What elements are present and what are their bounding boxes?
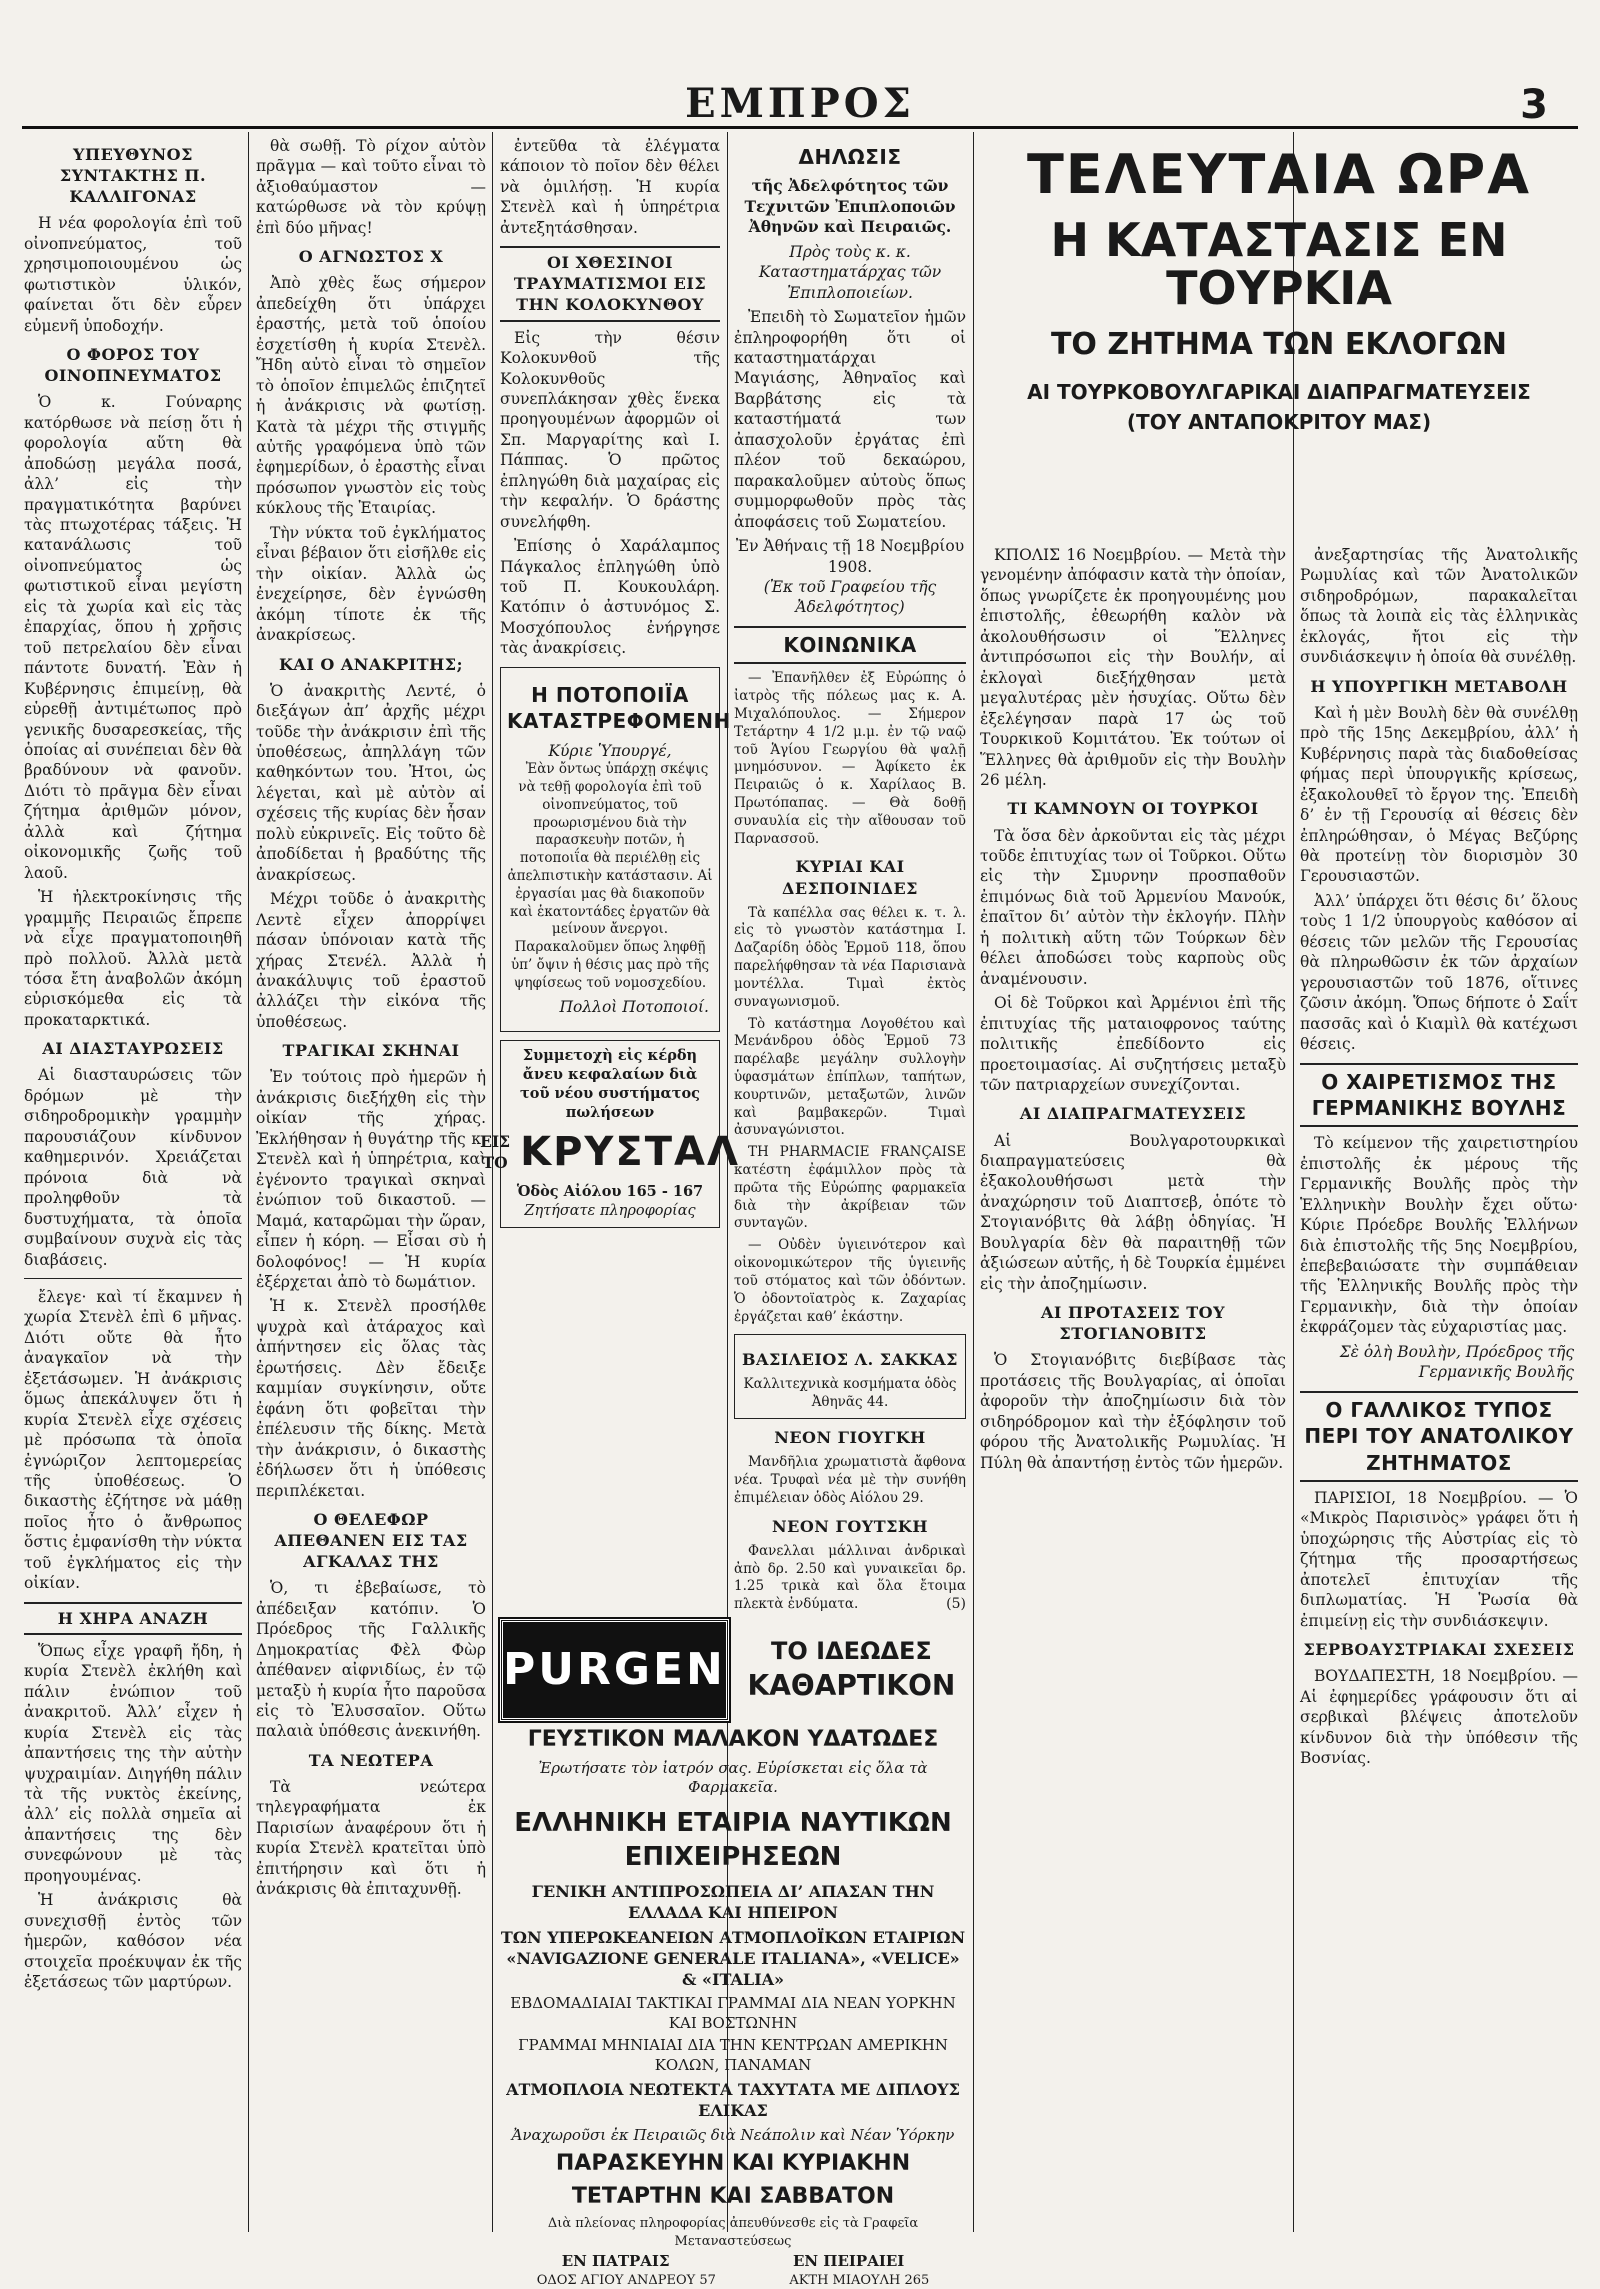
ad-address: Ὁδὸς Αἰόλου 165 - 167: [516, 1183, 704, 1201]
shipping-address: ΑΚΤΗ ΜΙΑΟΥΛΗ 265: [789, 2272, 930, 2288]
purgen-logo: PURGEN: [500, 1619, 729, 1721]
article-paragraph: Τὰ ὅσα δὲν ἀρκοῦνται εἰς τὰς μέχρι τοῦδε ἐπιτυχίας των οἱ Τοῦρκοι. Οὕτω εἰς τὴν Σμυρνην προσπαθοῦν ἐπιμόνως διὰ τοῦ Ἀρμενίου Μανούκ, ἐπαῖτον δι’ αὐτὸν τὴν ἐκλογήν. Πλὴν ἡ πολιτικὴ αὕτη τῶν Τούρκων δὲν θέλει ἀποδώσει τοὺς καρποὺς οὓς ἀναμένουσιν.: [980, 826, 1286, 988]
shipping-line: ΕΒΔΟΜΑΔΙΑΙΑΙ ΤΑΚΤΙΚΑΙ ΓΡΑΜΜΑΙ ΔΙΑ ΝΕΑΝ ΥΟΡΚΗΝ ΚΑΙ ΒΟΣΤΩΝΗΝ: [510, 1994, 956, 2032]
article-paragraph: Μέχρι τοῦδε ὁ ἀνακριτὴς Λεντὲ εἶχεν ἀπορρίψει πάσαν ὑπόνοιαν κατὰ τῆς χήρας Στενέλ. Ἀλλὰ ἡ ἀνακάλυψις τοῦ ἐραστοῦ ἀλλάζει τὴν εἰκόνα τῆς ὑποθέσεως.: [256, 890, 486, 1031]
ad-cta: Ζητήσατε πληροφορίας: [524, 1203, 696, 1220]
section-heading: ΟΙ ΧΘΕΣΙΝΟΙ ΤΡΑΥΜΑΤΙΣΜΟΙ ΕΙΣ ΤΗΝ ΚΟΛΟΚΥΝΘΟΥ: [500, 246, 720, 321]
notice-heading: ΔΗΛΩΣΙΣ: [798, 145, 902, 169]
ad-text: Τὰ καπέλλα σας θέλει κ. τ. λ. εἰς τὸ γνωστὸν κατάστημα Ι. Δαζαρίδη ὁδὸς Ἑρμοῦ 118, ὅπου παρελήφθησαν τὰ νέα Παρισιανὰ μοντέλλα. Τιμαὶ ἐκτὸς συναγωνισμοῦ.: [734, 904, 966, 1010]
article-paragraph: Ὁ κ. Γούναρης κατόρθωσε νὰ πείσῃ ὅτι ἡ φορολογία αὕτη θὰ ἀποδώσῃ μεγάλα ποσά, ἀλλ’ εἰς τὴν πραγματικότητα βαρύνει τὰς πτωχοτέρας τάξεις. Ἡ κατανάλωσις τοῦ οἰνοπνεύματος ὡς φωτιστικοῦ εἶναι μεγίστη εἰς τὰ χωρία καὶ εἰς τὰς ἐπαρχίας, ὅπου ἡ χρῆσις τοῦ πετρελαίου δὲν εἶναι πάντοτε δυνατή. Ἐὰν ἡ Κυβέρνησις ἐπιμείνῃ, θὰ εὑρεθῇ ἀντιμέτωπος πρὸ γενικῆς δυσαρεσκείας, τῆς ὁποίας αἱ συνέπειαι δὲν θὰ βραδύνουν νὰ φανοῦν. Διότι τὸ πρᾶγμα δὲν εἶναι ζήτημα ἀριθμῶν μόνον, ἀλλὰ καὶ ζήτημα οἰκονομικῆς ζωῆς τοῦ λαοῦ.: [24, 393, 242, 882]
shipping-note: Διὰ πλείονας πληροφορίας ἀπευθύνεσθε εἰς τὰ Γραφεῖα Μεταναστεύσεως: [547, 2216, 919, 2249]
shipping-departure: Ἀναχωροῦσι ἐκ Πειραιῶς διὰ Νεάπολιν καὶ Νέαν Ὑόρκην: [511, 2125, 955, 2144]
article-paragraph: Αἱ διασταυρώσεις τῶν δρόμων μὲ τὴν σιδηροδρομικὴν γραμμὴν παρουσιάζουν κίνδυνον καθημερινόν. Χρειάζεται πρόνοια διὰ νὰ προληφθοῦν τὰ δυστυχήματα, τὰ ὁποῖα συμβαίνουν συχνὰ εἰς τὰς διαβάσεις.: [24, 1066, 242, 1269]
ad-heading: ΝΕΟΝ ΓΙΟΥΓΚΗ: [774, 1428, 926, 1448]
notice-signature: (Ἐκ τοῦ Γραφείου τῆς Ἀδελφότητος): [763, 578, 937, 617]
article-intro: Η νέα φορολογία ἐπὶ τοῦ οἰνοπνεύματος, τοῦ χρησιμοποιουμένου ὡς φωτιστικὸν ὑλικόν, φαίνεται ὅτι δὲν εὗρεν εὐμενῆ ὑποδοχήν.: [24, 214, 242, 335]
section-heading: Ο ΧΑΙΡΕΤΙΣΜΟΣ ΤΗΣ ΓΕΡΜΑΝΙΚΗΣ ΒΟΥΛΗΣ: [1300, 1063, 1578, 1128]
column-1: [24, 136, 242, 2232]
headline-block: [980, 140, 1578, 446]
advertisement: [500, 667, 731, 1032]
headline-secondary: Η ΚΑΤΑΣΤΑΣΙΣ ΕΝ ΤΟΥΡΚΙΑ: [1050, 213, 1508, 316]
section-heading: ΚΟΙΝΩΝΙΚΑ: [734, 626, 966, 664]
column-rule: [492, 132, 493, 2232]
shipping-location: ΕΝ ΠΕΙΡΑΙΕΙ: [792, 2251, 905, 2270]
shipping-address: ΟΔΟΣ ΑΓΙΟΥ ΑΝΔΡΕΟΥ 57: [536, 2272, 716, 2288]
section-heading: Ο ΓΑΛΛΙΚΟΣ ΤΥΠΟΣ ΠΕΡΙ ΤΟΥ ΑΝΑΤΟΛΙΚΟΥ ΖΗΤΗΜΑΤΟΣ: [1300, 1391, 1578, 1482]
ad-text: ΤΗ PHARMACIE FRANÇAISE κατέστη ἐφάμιλλον πρὸς τὰ πρῶτα τῆς Εὐρώπης φαρμακεῖα διὰ τὴν ἀκρίβειαν τῶν συνταγῶν.: [734, 1144, 966, 1232]
article-paragraph: Ἐν τούτοις πρὸ ἡμερῶν ἡ ἀνάκρισις διεξήχθη εἰς τὴν οἰκίαν τῆς χήρας. Ἐκλήθησαν ἡ θυγάτηρ τῆς κ. Στενὲλ καὶ ἡ ὑπηρέτρια, καὶ ἐγένοντο τραγικαὶ σκηναὶ ἐνώπιον τοῦ δικαστοῦ. — Μαμά, καταρῶμαι τὴν ὥραν, εἶπεν ἡ κόρη. — Εἶσαι σὺ ἡ δολοφόνος! — Ἡ κυρία ἐξέρχεται ἀπὸ τὸ δωμάτιον.: [256, 1068, 486, 1291]
article-paragraph: Ὁ Στογιανόβιτς διεβίβασε τὰς προτάσεις τῆς Βουλγαρίας, αἱ ὁποῖαι ἀφοροῦν τὴν ἀποζημίωσιν διὰ τὸν σιδηρόδρομον καὶ τὴν ἐξόφλησιν τοῦ φόρου τῆς Ἀνατολικῆς Ρωμυλίας. Ἡ Πύλη θὰ ἀπαντήσῃ ἐντὸς τῶν ἡμερῶν.: [980, 1351, 1286, 1472]
article-paragraph: Ἀλλ’ ὑπάρχει ὅτι θέσις δι’ ὅλους τοὺς 1 1/2 ὑπουργοὺς καθόσον αἱ θέσεις τῶν μελῶν τῆς Γερουσίας θὰ πληρωθῶσιν ἐκ τῶν ἀρχαίων γερουσιαστῶν τοῦ 1876, οἵτινες ζῶσιν ἀκόμη. Ὅπως δήποτε ὁ Σαΐτ πασσᾶς καὶ ὁ Κιαμὶλ θὰ κατέχωσι θέσεις.: [1300, 891, 1578, 1054]
notice-text: Ἐπειδὴ τὸ Σωματεῖον ἡμῶν ἐπληροφορήθη ὅτι οἱ καταστηματάρχαι Μαγιάσης, Ἀθηναῖος καὶ Βαρβάτσης εἰς τὰ καταστήματά των ἀπασχολοῦν ἐργάτας ἐπὶ πλέον τοῦ δεκαώρου, παρακαλοῦμεν αὐτοὺς ὅπως συμμορφωθοῦν πρὸς τὰς ἀποφάσεις τοῦ Σωματείου.: [734, 308, 966, 531]
column-rule: [973, 132, 974, 2232]
shipping-line: ΑΤΜΟΠΛΟΙΑ ΝΕΩΤΕΚΤΑ ΤΑΧΥΤΑΤΑ ΜΕ ΔΙΠΛΟΥΣ ΕΛΙΚΑΣ: [506, 2080, 960, 2121]
headline-subtitle: ΑΙ ΤΟΥΡΚΟΒΟΥΛΓΑΡΙΚΑΙ ΔΙΑΠΡΑΓΜΑΤΕΥΣΕΙΣ: [1027, 379, 1531, 404]
ad-number: (5): [946, 1596, 966, 1612]
ad-signature: Πολλοὶ Ποτοποιοί.: [559, 997, 709, 1016]
social-news: — Ἐπανῆλθεν ἐξ Εὐρώπης ὁ ἰατρὸς τῆς πόλεως μας κ. Α. Μιχαλόπουλος. — Σήμερον Τετάρτην 4 1/2 μ.μ. ἐν τῷ ναῷ τοῦ Ἁγίου Γεωργίου θὰ ψαλῇ μνημόσυνον. — Ἀφίκετο ἐκ Πειραιῶς ὁ κ. Χαρίλαος Β. Πρωτόπαπας. — Θὰ δοθῇ συναυλία εἰς τὴν αἴθουσαν τοῦ Παρνασσοῦ.: [734, 670, 966, 847]
shipping-subtitle: ΤΩΝ ΥΠΕΡΩΚΕΑΝΕΙΩΝ ΑΤΜΟΠΛΟΪΚΩΝ ΕΤΑΙΡΙΩΝ «NAVIGAZIONE GENERALE ITALIANA», «VELICE» & «ITALIA»: [500, 1927, 966, 1990]
ad-heading: ΒΑΣΙΛΕΙΟΣ Λ. ΣΑΚΚΑΣ: [742, 1350, 958, 1370]
section-heading: Ο ΦΟΡΟΣ ΤΟΥ ΟΙΝΟΠΝΕΥΜΑΤΟΣ: [44, 345, 222, 386]
shipping-line: ΓΡΑΜΜΑΙ ΜΗΝΙΑΙΑΙ ΔΙΑ ΤΗΝ ΚΕΝΤΡΩΑΝ ΑΜΕΡΙΚΗΝ ΚΟΛΩΝ, ΠΑΝΑΜΑΝ: [518, 2035, 948, 2074]
article-paragraph: θὰ σωθῇ. Τὸ ρίχον αὐτὸν πρᾶγμα — καὶ τοῦτο εἶναι τὸ ἀξιοθαύμαστον — κατώρθωσε νὰ τὸν κρύψῃ ἐπὶ δύο μῆνας!: [256, 137, 486, 237]
advertisement: [734, 1334, 966, 1419]
article-paragraph: Αἱ Βουλγαροτουρκικαὶ διαπραγματεύσεις θὰ ἐξακολουθήσωσι μετὰ τὴν ἀναχώρησιν τοῦ Διαπτσεβ, ὁπότε τὸ Στογιανόβιτς θὰ λάβῃ ὁδηγίας. Ἡ Βουλγαρία δὲν θὰ παραιτηθῇ τῶν ἀξιώσεων αὐτῆς, ἡ δὲ Τουρκία ἐμμένει εἰς τὴν ἀποζημίωσιν.: [980, 1131, 1286, 1293]
purgen-tagline: ΤΟ ΙΔΕΩΔΕΣ: [771, 1637, 932, 1666]
column-4: [734, 136, 966, 1836]
notice-subtitle: τῆς Ἀδελφότητος τῶν Τεχνιτῶν Ἐπιπλοποιῶν Ἀθηνῶν καὶ Πειραιῶς.: [744, 176, 956, 237]
ad-text: Ἐὰν ὄντως ὑπάρχῃ σκέψις νὰ τεθῇ φορολογία ἐπὶ τοῦ οἰνοπνεύματος, τοῦ προωρισμένου διὰ τὴν παρασκευὴν ποτῶν, ἡ ποτοποιΐα θὰ περιέλθῃ εἰς ἀπελπιστικὴν κατάστασιν. Αἱ ἐργασίαι μας θὰ διακοποῦν καὶ ἑκατοντάδες ἐργατῶν θὰ μείνουν ἄνεργοι. Παρακαλοῦμεν ὅπως ληφθῇ ὑπ’ ὄψιν ἡ θέσις μας πρὸ τῆς ψηφίσεως τοῦ νομοσχεδίου.: [507, 761, 713, 991]
section-heading: ΤΑ ΝΕΩΤΕΡΑ: [308, 1750, 434, 1770]
shipping-days: ΠΑΡΑΣΚΕΥΗΝ ΚΑΙ ΚΥΡΙΑΚΗΝ: [555, 2151, 911, 2177]
column-2: [256, 136, 486, 2232]
article-paragraph: Ἡ ἀνάκρισις θὰ συνεχισθῇ ἐντὸς τῶν ἡμερῶν, καθόσον νέα στοιχεῖα προέκυψαν ἐκ τῆς ἐξετάσεως τῶν μαρτύρων.: [24, 1891, 242, 1992]
shipping-title: ΕΛΛΗΝΙΚΗ ΕΤΑΙΡΙΑ ΝΑΥΤΙΚΩΝ ΕΠΙΧΕΙΡΗΣΕΩΝ: [514, 1808, 952, 1873]
column-5: [980, 545, 1286, 2232]
advertisement-krystal: [480, 1040, 740, 1228]
column-rule: [1293, 132, 1294, 2232]
ad-heading: ΝΕΟΝ ΓΟΥΤΣΚΗ: [772, 1516, 928, 1536]
article-paragraph: Τὰ νεώτερα τηλεγραφήματα ἐκ Παρισίων ἀναφέρουν ὅτι ἡ κυρία Στενὲλ κρατεῖται ὑπὸ ἐπιτήρησιν καὶ ὅτι ἡ ἀνάκρισις θὰ ἐπιταχυνθῇ.: [256, 1778, 486, 1899]
article-paragraph: ἐντεῦθα τὰ ἐλέγματα κάποιον τὸ ποῖον δὲν θέλει νὰ ὁμιλήσῃ. Ἡ κυρία Στενὲλ καὶ ἡ ὑπηρέτρια ἀντεξητάσθησαν.: [500, 137, 720, 237]
shipping-subtitle: ΓΕΝΙΚΗ ΑΝΤΙΠΡΟΣΩΠΕΙΑ ΔΙ’ ΑΠΑΣΑΝ ΤΗΝ ΕΛΛΑΔΑ ΚΑΙ ΗΠΕΙΡΟΝ: [531, 1881, 935, 1922]
ad-text: Φανελλαι μάλλιναι ἀνδρικαὶ ἀπὸ δρ. 2.50 καὶ γυναικεῖαι δρ. 1.25 τρικὰ καὶ ὅλα ἔτοιμα πλεκτὰ ἐνδύματα.: [734, 1542, 966, 1613]
article-paragraph: Ὁ, τι ἐβεβαίωσε, τὸ ἀπέδειξαν κατόπιν. Ὁ Πρόεδρος τῆς Γαλλικῆς Δημοκρατίας Φὲλ Φὼρ ἀπέθανεν αἰφνιδίως, ἐν τῷ μεταξὺ ἡ κυρία ἦτο παροῦσα εἰς τὸ Ἐλυσσαῖον. Οὕτω παλαιὰ ὑπόθεσις ἀνεκινήθη.: [256, 1579, 486, 1741]
ad-text: Καλλιτεχνικὰ κοσμήματα ὁδὸς Ἀθηνᾶς 44.: [743, 1376, 957, 1411]
purgen-advertisement: [500, 1595, 966, 1798]
section-heading: Η ΧΗΡΑ ΑΝΑΖΗ: [24, 1602, 242, 1635]
article-paragraph: Εἰς τὴν θέσιν Κολοκυνθοῦ τῆς Κολοκυνθοῦς συνεπλάκησαν χθὲς ἕνεκα προηγουμένων ἀφορμῶν οἱ Σπ. Μαργαρίτης καὶ Ι. Πάππας. Ὁ πρῶτος ἐπληγώθη διὰ μαχαίρας εἰς τὴν κεφαλήν. Ὁ δράστης συνελήφθη.: [500, 328, 720, 531]
shipping-location: ΕΝ ΠΑΤΡΑΙΣ: [561, 2251, 670, 2270]
article-paragraph: Ὁ ἀνακριτὴς Λεντέ, ὁ διεξάγων ἀπ’ ἀρχῆς μέχρι τοῦδε τὴν ἀνάκρισιν ἐπὶ τῆς ὑποθέσεως, ἀπηλλάγη τῶν καθηκόντων του. Ἠτοι, ὡς λέγεται, καὶ μὲ αὐτὸν αἱ σχέσεις τῆς κυρίας δὲν ἦσαν πολὺ εὐκρινεῖς. Εἰς τοῦτο δὲ ἀποδίδεται ἡ βραδύτης τῆς ἀνακρίσεως.: [256, 681, 486, 884]
article-paragraph: ΒΟΥΔΑΠΕΣΤΗ, 18 Νοεμβρίου. — Αἱ ἐφημερίδες γράφουσιν ὅτι αἱ σερβικαὶ βλέψεις ἀποτελοῦν κίνδυνον διὰ τὴν ὑπόθεσιν τῆς Βοσνίας.: [1300, 1667, 1578, 1768]
article-paragraph: ἀνεξαρτησίας τῆς Ἀνατολικῆς Ρωμυλίας καὶ τῶν Ἀνατολικῶν σιδηροδρόμων, παρακαλεῖται ὅπως τὰ λοιπὰ εἰς τὰς ἑλληνικὰς ἐκλογάς, ἤτοι εἰς τὴν συνδιάσκεψιν ἡ ὁποία θὰ συνέλθῃ.: [1300, 546, 1578, 667]
article-paragraph: Ὅπως εἶχε γραφῆ ἤδη, ἡ κυρία Στενὲλ ἐκλήθη καὶ πάλιν ἐνώπιον τοῦ ἀνακριτοῦ. Ἀλλ’ εἶχεν ἡ κυρία Στενὲλ εἰς τὰς ἀπαντήσεις της τὴν αὐτὴν ψυχραιμίαν. Διηγήθη πάλιν τὰ τῆς νυκτὸς ἐκείνης, ἀλλ’ εἰς πολλὰ σημεῖα αἱ ἀπαντήσεις της δὲν συνεφώνουν μὲ τὰς προηγουμένας.: [24, 1641, 242, 1885]
column-rule: [248, 132, 249, 2232]
article-paragraph: Τὸ κείμενον τῆς χαιρετιστηρίου ἐπιστολῆς ἐκ μέρους τῆς Γερμανικῆς Βουλῆς πρὸς τὴν Ἑλληνικὴν Βουλὴν ἔχει οὕτω· Κύριε Πρόεδρε Βουλῆς Ἑλλήνων διὰ ἐπιστολῆς τῆς 5ης Νοεμβρίου, ἐπεβεβαιώσατε τὴν συμπάθειαν τῆς Ἑλληνικῆς Βουλῆς πρὸς τὴν Γερμανικὴν, διὰ τὴν ὁποίαν ἐκφράζομεν τὰς εὐχαριστίας μας.: [1300, 1134, 1578, 1337]
ad-text: Μανδῆλια χρωματιστὰ ἄφθονα νέα. Τρυφαὶ νέα μὲ τὴν συνήθη ἐπιμέλειαν ὁδὸς Αἰόλου 29.: [734, 1454, 966, 1506]
divider: [24, 1278, 242, 1279]
section-heading: ΑΙ ΔΙΑΠΡΑΓΜΑΤΕΥΣΕΙΣ: [1019, 1104, 1247, 1124]
shipping-days: ΤΕΤΑΡΤΗΝ ΚΑΙ ΣΑΒΒΑΤΟΝ: [571, 2184, 895, 2210]
notice-recipient: Πρὸς τοὺς κ. κ. Καταστηματάρχας τῶν Ἐπιπλοποιείων.: [758, 242, 942, 302]
ad-heading: Η ΠΟΤΟΠΟΙΪΑ ΚΑΤΑΣΤΡΕΦΟΜΕΝΗ: [507, 682, 731, 734]
purgen-subline: Ἐρωτήσατε τὸν ἰατρόν σας. Εὑρίσκεται εἰς ὅλα τὰ Φαρμακεῖα.: [538, 1758, 928, 1797]
headline-main: ΤΕΛΕΥΤΑΙΑ ΩΡΑ: [1026, 143, 1532, 206]
section-heading: ΚΑΙ Ο ΑΝΑΚΡΙΤΗΣ;: [279, 654, 463, 674]
ad-salutation: Κύριε Ὑπουργέ,: [548, 741, 672, 760]
ad-text: — Οὐδὲν ὑγιεινότερον καὶ οἰκονομικώτερον τῆς ὑγιεινῆς τοῦ στόματος καὶ τῶν ὀδόντων. Ὁ ὀδοντοϊατρὸς κ. Ζαχαρίας ἐργάζεται καθ’ ἑκάστην.: [734, 1237, 966, 1325]
article-paragraph: ΠΑΡΙΣΙΟΙ, 18 Νοεμβρίου. — Ὁ «Μικρὸς Παρισινὸς» γράφει ὅτι ἡ ὑποχώρησις τῆς Αὐστρίας εἰς τὸ ζήτημα τῆς προσαρτήσεως ἀποτελεῖ ἐπιτυχίαν τῆς διπλωματίας. Ἡ Ῥωσία θὰ ἐπιμείνῃ εἰς τὴν συνδιάσκεψιν.: [1300, 1488, 1578, 1630]
article-paragraph: ἔλεγε· καὶ τί ἔκαμνεν ἡ χωρία Στενὲλ ἐπὶ 6 μῆνας. Διότι οὔτε θὰ ἦτο ἀναγκαῖον νὰ τὴν ἐξετάσωμεν. Ἡ ἀνάκρισις ὅμως ἀπεκάλυψεν ὅτι ἡ κυρία Στενὲλ εἶχε σχέσεις μὲ πρόσωπα τὰ ὁποῖα ἐγνώριζον λεπτομερείας τῆς ὑποθέσεως. Ὁ δικαστὴς ἐζήτησε νὰ μάθῃ ποῖος ἦτο ὁ ἄνθρωπος ὅστις ἐμφανίσθη τὴν νύκτα τοῦ ἐγκλήματος εἰς τὴν οἰκίαν.: [24, 1287, 242, 1593]
masthead-title: ΕΜΠΡΟΣ: [685, 79, 915, 127]
section-heading: ΤΙ ΚΑΜΝΟΥΝ ΟΙ ΤΟΥΡΚΟΙ: [1007, 799, 1259, 819]
shipping-advertisement: [500, 1800, 966, 2289]
article-paragraph: Ἀπὸ χθὲς ἕως σήμερον ἀπεδείχθη ὅτι ὑπάρχει ἐραστής, μετὰ τοῦ ὁποίου ἐσχετίσθη ἡ κυρία Στενὲλ. Ἤδη αὐτὸ εἶναι τὸ σημεῖον τὸ ὁποῖον ἐπιμελῶς ἐπιζητεῖ ἡ ἀνάκρισις νὰ φωτίσῃ. Κατὰ τὰ μέχρι τῆς στιγμῆς αὐτῆς γραφόμενα ὑπὸ τῶν ἐφημερίδων, ὁ ἐραστὴς εἶναι πρόσωπον γνωστὸν εἰς τοὺς κύκλους τῆς Ἐταιρίας.: [256, 274, 486, 518]
article-paragraph: Οἱ δὲ Τοῦρκοι καὶ Ἀρμένιοι ἐπὶ τῆς ἐπιτυχίας τῆς ματαιοφρονος ταύτης πολιτικῆς ἐπεδίδοντο εἰς προετοιμασίας. Αἱ συζητήσεις μεταξὺ τῶν πατριαρχείων συνεχίζονται.: [980, 994, 1286, 1094]
article-paragraph: Τὴν νύκτα τοῦ ἐγκλήματος εἶναι βέβαιον ὅτι εἰσῆλθε εἰς τὴν οἰκίαν. Ἀλλὰ ὡς ἐνεχείρησε, δὲν ἐγνώσθη ἀκόμη τίποτε ἐκ τῆς ἀνακρίσεως.: [256, 523, 486, 645]
headline-byline: (ΤΟΥ ΑΝΤΑΠΟΚΡΙΤΟΥ ΜΑΣ): [1126, 409, 1432, 434]
ad-text: Συμμετοχὴ εἰς κέρδη ἄνευ κεφαλαίων διὰ τοῦ νέου συστήματος πωλήσεων: [520, 1047, 700, 1121]
column-6: [1300, 545, 1578, 2232]
notice-date: Ἐν Ἀθήναις τῇ 18 Νοεμβρίου 1908.: [735, 537, 965, 576]
article-paragraph: Ἡ κ. Στενὲλ προσήλθε ψυχρὰ καὶ ἀτάραχος καὶ ἀπήντησεν εἰς ὅλας τὰς ἐρωτήσεις. Δὲν ἔδειξε καμμίαν συγκίνησιν, οὔτε ἐφάνη ὅτι φοβεῖται τὴν ἐπέλευσιν τῆς δίκης. Μετὰ τὴν ἀνάκρισιν, ὁ δικαστὴς ἐδήλωσεν ὅτι ἡ ὑπόθεσις περιπλέκεται.: [256, 1297, 486, 1500]
section-heading: Ο ΑΓΝΩΣΤΟΣ Χ: [298, 247, 444, 267]
ad-text: Τὸ κατάστημα Λογοθέτου καὶ Μενάνδρου ὁδὸς Ἑρμοῦ 73 παρέλαβε μεγάλην συλλογὴν ὑφασμάτων ἐπίπλων, ταπήτων, κουρτινῶν, μεταξωτῶν, λινῶν καὶ βαμβακερῶν. Τιμαὶ ἀσυναγώνιστοι.: [734, 1015, 966, 1139]
masthead: [22, 80, 1578, 129]
article-paragraph: Ἡ ἠλεκτροκίνησις τῆς γραμμῆς Πειραιῶς ἔπρεπε νὰ εἶχε πραγματοποιηθῆ πρὸ πολλοῦ. Ἀλλὰ μετὰ τόσα ἔτη ἀναβολῶν ἀκόμη εὑρισκόμεθα εἰς τὰ προκαταρκτικά.: [24, 888, 242, 1029]
section-heading: ΑΙ ΠΡΟΤΑΣΕΙΣ ΤΟΥ ΣΤΟΓΙΑΝΟΒΙΤΣ: [1040, 1303, 1225, 1344]
ad-brand: ΚΡΥΣΤΑΛ: [520, 1129, 740, 1176]
section-heading: ΣΕΡΒΟΑΥΣΤΡΙΑΚΑΙ ΣΧΕΣΕΙΣ: [1303, 1640, 1575, 1660]
ad-prefix: ΕΙΣ ΤΟ: [480, 1132, 511, 1172]
section-heading: ΤΡΑΓΙΚΑΙ ΣΚΗΝΑΙ: [282, 1041, 460, 1061]
section-heading: Η ΥΠΟΥΡΓΙΚΗ ΜΕΤΑΒΟΛΗ: [1310, 676, 1568, 696]
purgen-descriptor: ΓΕΥΣΤΙΚΟΝ ΜΑΛΑΚΟΝ ΥΔΑΤΩΔΕΣ: [527, 1727, 939, 1753]
ad-heading: ΚΥΡΙΑΙ ΚΑΙ ΔΕΣΠΟΙΝΙΔΕΣ: [782, 857, 918, 898]
article-paragraph: Ἐπίσης ὁ Χαράλαμπος Πάγκαλος ἐπληγώθη ὑπὸ τοῦ Π. Κουκουλάρη. Κατόπιν ὁ ἀστυνόμος Σ. Μοσχόπουλος ἐνήργησε τὰς ἀνακρίσεις.: [500, 537, 720, 658]
article-paragraph: Καὶ ἡ μὲν Βουλὴ δὲν θὰ συνέλθῃ πρὸ τῆς 15ης Δεκεμβρίου, ἀλλ’ ἡ Κυβέρνησις παρὰ τὰς διαδοθείσας φήμας περὶ ὑπουργικῆς κρίσεως, ἐξακολουθεῖ τὸ ἔργον της. Ἐπειδὴ δ’ ἐν τῇ Γερουσίᾳ αἱ θέσεις δὲν ἐπληρώθησαν, ὁ Μέγας Βεζύρης θὰ προτείνῃ τὸν διορισμὸν 30 Γερουσιαστῶν.: [1300, 703, 1578, 886]
page-number: 3: [1520, 82, 1548, 128]
editor-label: ΥΠΕΥΘΥΝΟΣ ΣΥΝΤΑΚΤΗΣ Π. ΚΑΛΛΙΓΟΝΑΣ: [59, 145, 207, 207]
letter-signature: Σὲ ὁλὴ Βουλὴν, Πρόεδρος τῆς Γερμανικῆς Βουλῆς: [1339, 1342, 1574, 1382]
section-heading: ΑΙ ΔΙΑΣΤΑΥΡΩΣΕΙΣ: [42, 1039, 224, 1059]
headline-tertiary: ΤΟ ΖΗΤΗΜΑ ΤΩΝ ΕΚΛΟΓΩΝ: [1050, 326, 1508, 362]
section-heading: Ο ΘΕΛΕΦΩΡ ΑΠΕΘΑΝΕΝ ΕΙΣ ΤΑΣ ΑΓΚΑΛΑΣ ΤΗΣ: [274, 1509, 468, 1572]
purgen-tagline-2: ΚΑΘΑΡΤΙΚΟΝ: [747, 1668, 956, 1702]
article-paragraph: ΚΠΟΛΙΣ 16 Νοεμβρίου. — Μετὰ τὴν γενομένην ἀπόφασιν κατὰ τὴν ὁποίαν, ὅπως γνωρίζετε ἐκ προηγουμένης μου ἐπιστολῆς, ἐθεωρήθη καλὸν νὰ ἀκολουθήσωσιν οἱ Ἕλληνες ἀντιπρόσωποι εἰς τὴν Βουλήν, αἱ ἐκλογαὶ διεξήχθησαν μετὰ μεγαλυτέρας μὲν ἡσυχίας. Οὕτω δὲν ἐξελέγησαν παρὰ 17 ὡς τοῦ Τουρκικοῦ Κομιτάτου. Ἐκ τούτων οἱ Ἕλληνες θὰ ἀριθμοῦν εἰς τὴν Βουλὴν 26 μέλη.: [980, 546, 1286, 789]
